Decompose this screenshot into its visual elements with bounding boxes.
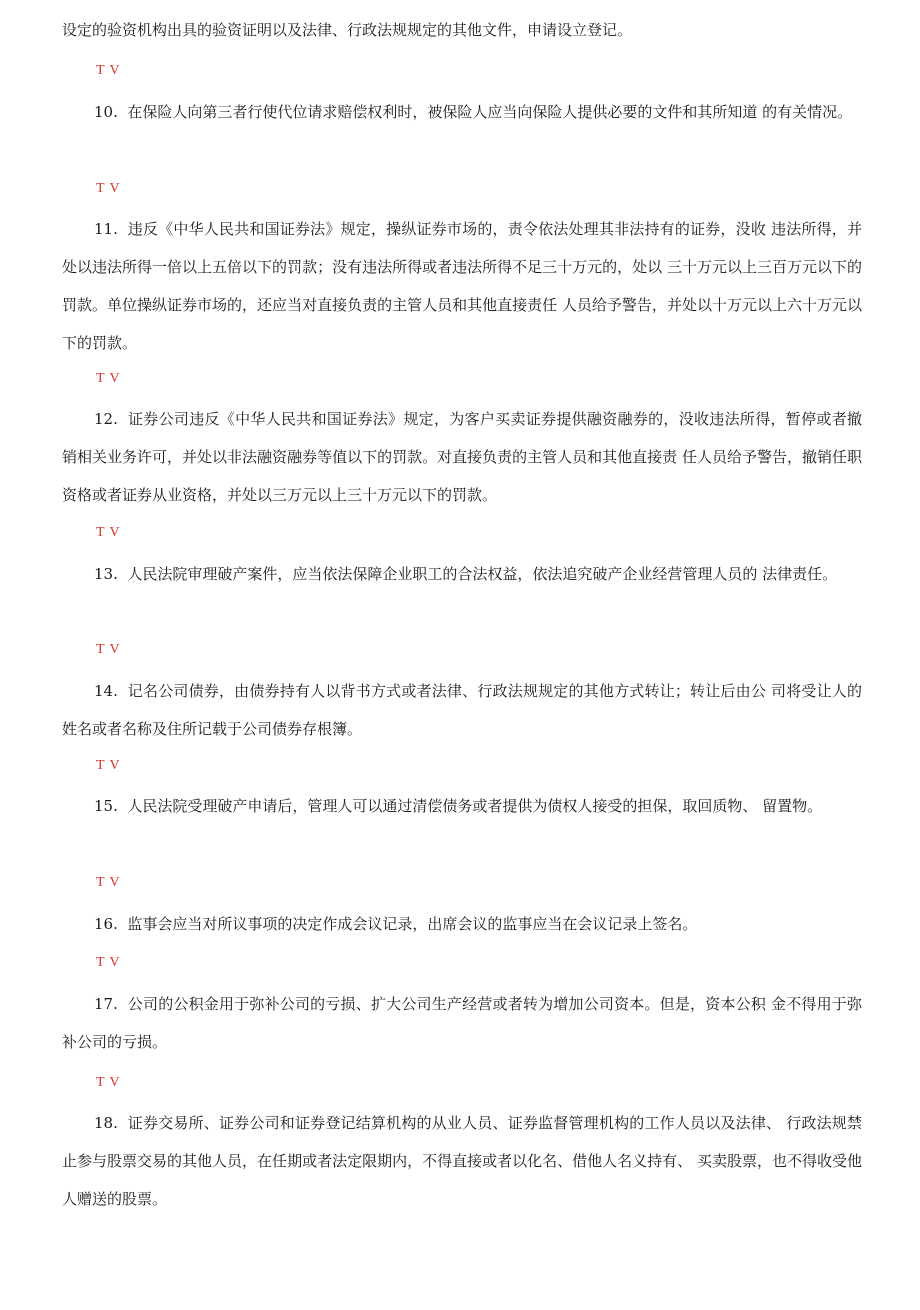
- answer-mark: T V: [96, 758, 121, 773]
- question-item-12: [62, 400, 862, 514]
- question-text: 证券公司违反《中华人民共和国证券法》规定，为客户买卖证券提供融资融券的，没收违法所得，暂停或者撤销相关业务许可，并处以非法融资融券等值以下的罚款。对直接负责的主管人员和其他直接责 任人员给予警告，撤销任职资格或者证券从业资格，并处以三万元以上三十万元以下的罚款。: [62, 410, 862, 504]
- question-text: 人民法院受理破产申请后，管理人可以通过清偿债务或者提供为债权人接受的担保，取回质物、 留置物。: [127, 797, 823, 815]
- question-number: 14.: [94, 682, 118, 700]
- question-text: 违反《中华人民共和国证券法》规定，操纵证券市场的，责令依法处理其非法持有的证券，没收 违法所得，并处以违法所得一倍以上五倍以下的罚款；没有违法所得或者违法所得不足三十万元的，处以 三十万元以上三百万元以下的罚款。单位操纵证券市场的，还应当对直接负责的主管人员和其他直接责任 人员给予警告，并处以十万元以上六十万元以下的罚款。: [62, 220, 862, 352]
- question-number: 13.: [94, 565, 118, 583]
- question-item-17: [62, 985, 862, 1061]
- question-text: 记名公司债券，由债券持有人以背书方式或者法律、行政法规规定的其他方式转让；转让后由公 司将受让人的姓名或者名称及住所记载于公司债券存根簿。: [62, 682, 862, 738]
- question-number: 10.: [94, 103, 118, 121]
- question-number: 11.: [94, 220, 118, 238]
- question-item-11: [62, 210, 862, 362]
- answer-mark: T V: [96, 642, 121, 657]
- question-text: 监事会应当对所议事项的决定作成会议记录，出席会议的监事应当在会议记录上签名。: [127, 915, 698, 933]
- question-text: 证券交易所、证券公司和证券登记结算机构的从业人员、证券监督管理机构的工作人员以及法律、 行政法规禁止参与股票交易的其他人员，在任期或者法定限期内，不得直接或者以化名、借他人名义持有、 买卖股票，也不得收受他人赠送的股票。: [62, 1114, 862, 1208]
- answer-mark: T V: [96, 525, 121, 540]
- answer-mark: T V: [96, 181, 121, 196]
- question-number: 17.: [94, 995, 118, 1013]
- question-item-15: [62, 787, 862, 825]
- question-item-14: [62, 672, 862, 748]
- answer-mark: T V: [96, 875, 121, 890]
- answer-mark: T V: [96, 63, 121, 78]
- question-item-10: [62, 93, 862, 131]
- question-item-18: [62, 1104, 862, 1218]
- question-number: 12.: [94, 410, 118, 428]
- question-number: 16.: [94, 915, 118, 933]
- question-text: 人民法院审理破产案件，应当依法保障企业职工的合法权益，依法追究破产企业经营管理人员的 法律责任。: [127, 565, 838, 583]
- question-number: 18.: [94, 1114, 118, 1132]
- answer-mark: T V: [96, 371, 121, 386]
- answer-mark: T V: [96, 955, 121, 970]
- question-text: 公司的公积金用于弥补公司的亏损、扩大公司生产经营或者转为增加公司资本。但是，资本公积 金不得用于弥补公司的亏损。: [62, 995, 862, 1051]
- question-item-13: [62, 555, 862, 593]
- question-text: 在保险人向第三者行使代位请求赔偿权利时，被保险人应当向保险人提供必要的文件和其所知道 的有关情况。: [127, 103, 853, 121]
- answer-mark: T V: [96, 1075, 121, 1090]
- question-number: 15.: [94, 797, 118, 815]
- question-item-16: [62, 905, 862, 943]
- intro-fragment: 设定的验资机构出具的验资证明以及法律、行政法规规定的其他文件，申请设立登记。: [62, 21, 633, 39]
